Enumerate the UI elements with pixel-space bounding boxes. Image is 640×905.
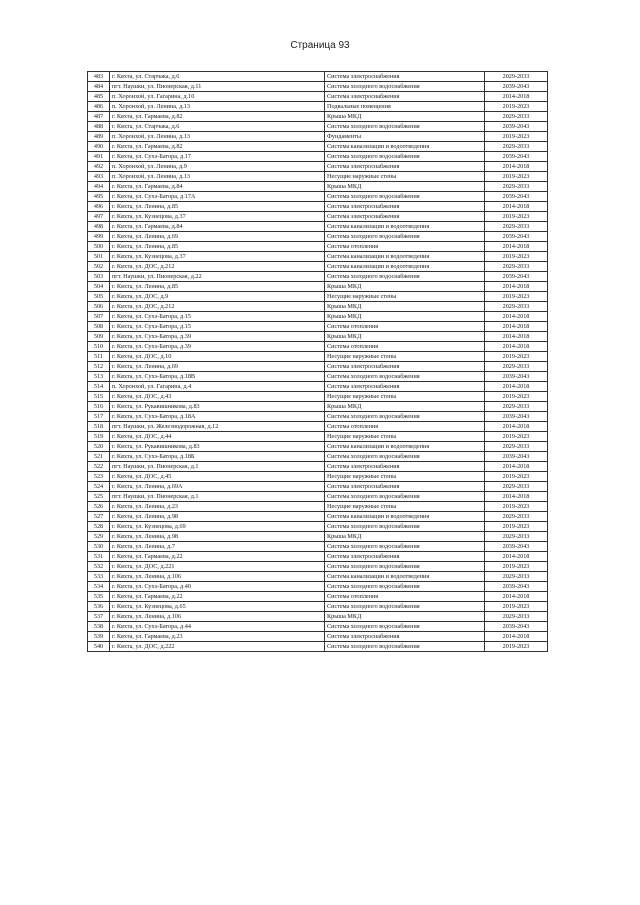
period-cell: 2029-2033 xyxy=(485,302,548,312)
period-cell: 2014-2018 xyxy=(485,92,548,102)
period-cell: 2014-2018 xyxy=(485,382,548,392)
row-number: 487 xyxy=(88,112,110,122)
period-cell: 2019-2023 xyxy=(485,352,548,362)
table-row xyxy=(88,502,548,512)
address-cell: п. Хоронхой, ул. Ленина, д.13 xyxy=(110,102,325,112)
period-cell: 2039-2043 xyxy=(485,232,548,242)
row-number: 532 xyxy=(88,562,110,572)
row-number: 498 xyxy=(88,222,110,232)
row-number: 509 xyxy=(88,332,110,342)
table-row xyxy=(88,152,548,162)
system-cell: Система электроснабжения xyxy=(325,382,485,392)
row-number: 507 xyxy=(88,312,110,322)
period-cell: 2019-2023 xyxy=(485,132,548,142)
table-row xyxy=(88,162,548,172)
period-cell: 2019-2023 xyxy=(485,102,548,112)
row-number: 517 xyxy=(88,412,110,422)
system-cell: Система холодного водоснабжения xyxy=(325,492,485,502)
system-cell: Система электроснабжения xyxy=(325,202,485,212)
table-row xyxy=(88,302,548,312)
system-cell: Система холодного водоснабжения xyxy=(325,542,485,552)
row-number: 494 xyxy=(88,182,110,192)
address-cell: п. Хоронхой, ул. Ленина, д.13 xyxy=(110,172,325,182)
period-cell: 2029-2033 xyxy=(485,482,548,492)
row-number: 510 xyxy=(88,342,110,352)
system-cell: Система отопления xyxy=(325,592,485,602)
table-row xyxy=(88,482,548,492)
system-cell: Система отопления xyxy=(325,322,485,332)
system-cell: Система отопления xyxy=(325,242,485,252)
address-cell: г. Кяхта, ул. Ленина, д.23 xyxy=(110,502,325,512)
system-cell: Несущие наружные стены xyxy=(325,502,485,512)
system-cell: Крыша МКД xyxy=(325,312,485,322)
row-number: 527 xyxy=(88,512,110,522)
period-cell: 2019-2023 xyxy=(485,502,548,512)
table-row xyxy=(88,142,548,152)
table-row xyxy=(88,512,548,522)
system-cell: Система холодного водоснабжения xyxy=(325,412,485,422)
address-cell: г. Кяхта, ул. Ленина, д.106 xyxy=(110,572,325,582)
row-number: 530 xyxy=(88,542,110,552)
address-cell: г. Кяхта, ул. Сухэ-Батора, д.39 xyxy=(110,342,325,352)
row-number: 512 xyxy=(88,362,110,372)
address-cell: г. Кяхта, ул. Ленина, д.69 xyxy=(110,362,325,372)
system-cell: Несущие наружные стены xyxy=(325,472,485,482)
address-cell: г. Кяхта, ул. Рукавишникова, д.83 xyxy=(110,402,325,412)
page-title: Страница 93 xyxy=(290,40,350,51)
table-row xyxy=(88,622,548,632)
period-cell: 2014-2018 xyxy=(485,322,548,332)
table-row xyxy=(88,102,548,112)
address-cell: п. Хоронхой, ул. Ленина, д.13 xyxy=(110,132,325,142)
table-row xyxy=(88,362,548,372)
table-row xyxy=(88,612,548,622)
address-cell: г. Кяхта, ул. Ленина, д.85 xyxy=(110,282,325,292)
system-cell: Система холодного водоснабжения xyxy=(325,582,485,592)
address-cell: г. Кяхта, ул. Ленина, д.69А xyxy=(110,482,325,492)
system-cell: Система холодного водоснабжения xyxy=(325,152,485,162)
row-number: 529 xyxy=(88,532,110,542)
system-cell: Система канализации и водоотведения xyxy=(325,262,485,272)
row-number: 526 xyxy=(88,502,110,512)
address-cell: г. Кяхта, ул. Ленина, д.106 xyxy=(110,612,325,622)
row-number: 497 xyxy=(88,212,110,222)
row-number: 539 xyxy=(88,632,110,642)
system-cell: Крыша МКД xyxy=(325,182,485,192)
system-cell: Система электроснабжения xyxy=(325,162,485,172)
address-cell: г. Кяхта, ул. Сухэ-Батора, д.18Б xyxy=(110,452,325,462)
system-cell: Крыша МКД xyxy=(325,332,485,342)
period-cell: 2014-2018 xyxy=(485,242,548,252)
address-cell: г. Кяхта, ул. Ленина, д.85 xyxy=(110,202,325,212)
system-cell: Система электроснабжения xyxy=(325,362,485,372)
table-row xyxy=(88,372,548,382)
system-cell: Система холодного водоснабжения xyxy=(325,122,485,132)
address-cell: г. Кяхта, ул. Сухэ-Батора, д.40 xyxy=(110,582,325,592)
table-row xyxy=(88,252,548,262)
period-cell: 2019-2023 xyxy=(485,292,548,302)
address-cell: пгт. Наушки, ул. Пионерская, д.22 xyxy=(110,272,325,282)
address-cell: г. Кяхта, ул. Старчака, д.6 xyxy=(110,122,325,132)
table-row xyxy=(88,222,548,232)
system-cell: Фундаменты xyxy=(325,132,485,142)
table-row xyxy=(88,232,548,242)
address-cell: г. Кяхта, ул. ДОС, д.45 xyxy=(110,472,325,482)
table-row xyxy=(88,172,548,182)
system-cell: Система холодного водоснабжения xyxy=(325,522,485,532)
row-number: 516 xyxy=(88,402,110,412)
row-number: 504 xyxy=(88,282,110,292)
system-cell: Система канализации и водоотведения xyxy=(325,142,485,152)
row-number: 519 xyxy=(88,432,110,442)
table-row xyxy=(88,632,548,642)
system-cell: Система электроснабжения xyxy=(325,92,485,102)
address-cell: г. Кяхта, ул. ДОС, д.43 xyxy=(110,392,325,402)
table-row xyxy=(88,312,548,322)
table-row xyxy=(88,452,548,462)
system-cell: Система холодного водоснабжения xyxy=(325,82,485,92)
table-body xyxy=(88,72,548,652)
period-cell: 2039-2043 xyxy=(485,122,548,132)
address-cell: г. Кяхта, ул. Сухэ-Батора, д.18А xyxy=(110,412,325,422)
table-row xyxy=(88,202,548,212)
address-cell: г. Кяхта, ул. Рукавишникова, д.83 xyxy=(110,442,325,452)
table-row xyxy=(88,522,548,532)
address-cell: п. Хоронхой, ул. Ленина, д.9 xyxy=(110,162,325,172)
system-cell: Система канализации и водоотведения xyxy=(325,572,485,582)
row-number: 523 xyxy=(88,472,110,482)
table-row xyxy=(88,382,548,392)
period-cell: 2039-2043 xyxy=(485,542,548,552)
table-row xyxy=(88,442,548,452)
address-cell: г. Кяхта, ул. Гармаева, д.82 xyxy=(110,142,325,152)
table-row xyxy=(88,342,548,352)
address-cell: пгт. Наушки, ул. Пионерская, д.1 xyxy=(110,462,325,472)
system-cell: Система канализации и водоотведения xyxy=(325,512,485,522)
system-cell: Система холодного водоснабжения xyxy=(325,602,485,612)
table-row xyxy=(88,532,548,542)
row-number: 521 xyxy=(88,452,110,462)
row-number: 513 xyxy=(88,372,110,382)
row-number: 495 xyxy=(88,192,110,202)
address-cell: г. Кяхта, ул. Кузнецова, д.37 xyxy=(110,212,325,222)
row-number: 540 xyxy=(88,642,110,652)
system-cell: Система отопления xyxy=(325,342,485,352)
address-cell: г. Кяхта, ул. Сухэ-Батора, д.17 xyxy=(110,152,325,162)
row-number: 522 xyxy=(88,462,110,472)
row-number: 500 xyxy=(88,242,110,252)
period-cell: 2029-2033 xyxy=(485,262,548,272)
address-cell: г. Кяхта, ул. Сухэ-Батора, д.18В xyxy=(110,372,325,382)
table-row xyxy=(88,212,548,222)
row-number: 515 xyxy=(88,392,110,402)
period-cell: 2014-2018 xyxy=(485,202,548,212)
system-cell: Система холодного водоснабжения xyxy=(325,452,485,462)
table-row xyxy=(88,572,548,582)
period-cell: 2039-2043 xyxy=(485,412,548,422)
system-cell: Система холодного водоснабжения xyxy=(325,192,485,202)
table-row xyxy=(88,412,548,422)
period-cell: 2039-2043 xyxy=(485,192,548,202)
period-cell: 2039-2043 xyxy=(485,152,548,162)
period-cell: 2029-2033 xyxy=(485,182,548,192)
system-cell: Система электроснабжения xyxy=(325,482,485,492)
address-cell: г. Кяхта, ул. ДОС, д.212 xyxy=(110,302,325,312)
period-cell: 2014-2018 xyxy=(485,592,548,602)
period-cell: 2029-2033 xyxy=(485,362,548,372)
period-cell: 2019-2023 xyxy=(485,602,548,612)
period-cell: 2029-2033 xyxy=(485,112,548,122)
period-cell: 2019-2023 xyxy=(485,212,548,222)
period-cell: 2014-2018 xyxy=(485,162,548,172)
period-cell: 2019-2023 xyxy=(485,432,548,442)
system-cell: Несущие наружные стены xyxy=(325,352,485,362)
row-number: 491 xyxy=(88,152,110,162)
address-cell: г. Кяхта, ул. ДОС, д.212 xyxy=(110,262,325,272)
system-cell: Система отопления xyxy=(325,422,485,432)
period-cell: 2039-2043 xyxy=(485,82,548,92)
system-cell: Несущие наружные стены xyxy=(325,392,485,402)
row-number: 524 xyxy=(88,482,110,492)
table-row xyxy=(88,402,548,412)
period-cell: 2014-2018 xyxy=(485,422,548,432)
address-cell: г. Кяхта, ул. Гармаева, д.23 xyxy=(110,632,325,642)
row-number: 499 xyxy=(88,232,110,242)
table-row xyxy=(88,112,548,122)
address-cell: г. Кяхта, ул. Кузнецова, д.37 xyxy=(110,252,325,262)
period-cell: 2029-2033 xyxy=(485,612,548,622)
table-row xyxy=(88,422,548,432)
address-cell: г. Кяхта, ул. ДОС, д.9 xyxy=(110,292,325,302)
address-cell: г. Кяхта, ул. Старчака, д.6 xyxy=(110,72,325,82)
table-row xyxy=(88,392,548,402)
period-cell: 2029-2033 xyxy=(485,222,548,232)
period-cell: 2014-2018 xyxy=(485,312,548,322)
address-cell: п. Хоронхой, ул. Гагарина, д.4 xyxy=(110,382,325,392)
system-cell: Крыша МКД xyxy=(325,112,485,122)
system-cell: Система холодного водоснабжения xyxy=(325,272,485,282)
address-cell: г. Кяхта, ул. Сухэ-Батора, д.15 xyxy=(110,312,325,322)
table-row xyxy=(88,72,548,82)
address-cell: г. Кяхта, ул. Гармаева, д.84 xyxy=(110,182,325,192)
row-number: 486 xyxy=(88,102,110,112)
table-row xyxy=(88,322,548,332)
table-row xyxy=(88,292,548,302)
table-row xyxy=(88,192,548,202)
row-number: 489 xyxy=(88,132,110,142)
period-cell: 2014-2018 xyxy=(485,492,548,502)
system-cell: Система канализации и водоотведения xyxy=(325,442,485,452)
table-row xyxy=(88,282,548,292)
period-cell: 2029-2033 xyxy=(485,532,548,542)
system-cell: Система холодного водоснабжения xyxy=(325,372,485,382)
table-row xyxy=(88,122,548,132)
system-cell: Крыша МКД xyxy=(325,612,485,622)
row-number: 534 xyxy=(88,582,110,592)
period-cell: 2019-2023 xyxy=(485,172,548,182)
row-number: 506 xyxy=(88,302,110,312)
table-row xyxy=(88,332,548,342)
period-cell: 2039-2043 xyxy=(485,582,548,592)
row-number: 520 xyxy=(88,442,110,452)
row-number: 518 xyxy=(88,422,110,432)
address-cell: г. Кяхта, ул. Сухэ-Батора, д.44 xyxy=(110,622,325,632)
system-cell: Система холодного водоснабжения xyxy=(325,232,485,242)
address-cell: г. Кяхта, ул. Сухэ-Батора, д.39 xyxy=(110,332,325,342)
period-cell: 2029-2033 xyxy=(485,572,548,582)
row-number: 505 xyxy=(88,292,110,302)
address-cell: г. Кяхта, ул. Кузнецова, д.69 xyxy=(110,522,325,532)
period-cell: 2029-2033 xyxy=(485,402,548,412)
table-row xyxy=(88,472,548,482)
table-row xyxy=(88,542,548,552)
address-cell: пгт. Наушки, ул. Железнодорожная, д.12 xyxy=(110,422,325,432)
row-number: 492 xyxy=(88,162,110,172)
period-cell: 2029-2033 xyxy=(485,142,548,152)
system-cell: Крыша МКД xyxy=(325,302,485,312)
period-cell: 2029-2033 xyxy=(485,72,548,82)
table-row xyxy=(88,352,548,362)
table-row xyxy=(88,132,548,142)
row-number: 533 xyxy=(88,572,110,582)
system-cell: Подвальные помещения xyxy=(325,102,485,112)
table-row xyxy=(88,272,548,282)
table-row xyxy=(88,92,548,102)
system-cell: Несущие наружные стены xyxy=(325,292,485,302)
table-row xyxy=(88,642,548,652)
row-number: 501 xyxy=(88,252,110,262)
address-cell: пгт. Наушки, ул. Пионерская, д.11 xyxy=(110,82,325,92)
address-cell: г. Кяхта, ул. Ленина, д.69 xyxy=(110,232,325,242)
system-cell: Система электроснабжения xyxy=(325,632,485,642)
period-cell: 2019-2023 xyxy=(485,252,548,262)
system-cell: Система холодного водоснабжения xyxy=(325,642,485,652)
address-cell: г. Кяхта, ул. Ленина, д.7 xyxy=(110,542,325,552)
period-cell: 2039-2043 xyxy=(485,372,548,382)
row-number: 537 xyxy=(88,612,110,622)
address-cell: г. Кяхта, ул. Гармаева, д.22 xyxy=(110,552,325,562)
address-cell: г. Кяхта, ул. Гармаева, д.22 xyxy=(110,592,325,602)
table-row xyxy=(88,182,548,192)
address-cell: г. Кяхта, ул. ДОС, д.10 xyxy=(110,352,325,362)
row-number: 525 xyxy=(88,492,110,502)
table-row xyxy=(88,552,548,562)
address-cell: г. Кяхта, ул. ДОС, д.222 xyxy=(110,642,325,652)
row-number: 485 xyxy=(88,92,110,102)
period-cell: 2029-2033 xyxy=(485,512,548,522)
system-cell: Система электроснабжения xyxy=(325,552,485,562)
row-number: 535 xyxy=(88,592,110,602)
address-cell: г. Кяхта, ул. Сухэ-Батора, д.17А xyxy=(110,192,325,202)
table-row xyxy=(88,582,548,592)
address-cell: г. Кяхта, ул. Сухэ-Батора, д.15 xyxy=(110,322,325,332)
system-cell: Крыша МКД xyxy=(325,282,485,292)
row-number: 483 xyxy=(88,72,110,82)
row-number: 496 xyxy=(88,202,110,212)
table-row xyxy=(88,602,548,612)
period-cell: 2014-2018 xyxy=(485,632,548,642)
address-cell: г. Кяхта, ул. Ленина, д.98 xyxy=(110,532,325,542)
period-cell: 2019-2023 xyxy=(485,392,548,402)
address-cell: пгт. Наушки, ул. Пионерская, д.1 xyxy=(110,492,325,502)
period-cell: 2014-2018 xyxy=(485,552,548,562)
repair-schedule-table xyxy=(87,71,548,652)
system-cell: Несущие наружные стены xyxy=(325,172,485,182)
row-number: 528 xyxy=(88,522,110,532)
row-number: 538 xyxy=(88,622,110,632)
system-cell: Система электроснабжения xyxy=(325,462,485,472)
row-number: 514 xyxy=(88,382,110,392)
table-row xyxy=(88,262,548,272)
address-cell: г. Кяхта, ул. ДОС, д.221 xyxy=(110,562,325,572)
period-cell: 2039-2043 xyxy=(485,622,548,632)
address-cell: п. Хоронхой, ул. Гагарина, д.10 xyxy=(110,92,325,102)
row-number: 511 xyxy=(88,352,110,362)
period-cell: 2014-2018 xyxy=(485,462,548,472)
table-row xyxy=(88,462,548,472)
system-cell: Система холодного водоснабжения xyxy=(325,562,485,572)
system-cell: Система электроснабжения xyxy=(325,212,485,222)
period-cell: 2019-2023 xyxy=(485,642,548,652)
system-cell: Система электроснабжения xyxy=(325,72,485,82)
address-cell: г. Кяхта, ул. Гармаева, д.84 xyxy=(110,222,325,232)
period-cell: 2029-2033 xyxy=(485,442,548,452)
row-number: 536 xyxy=(88,602,110,612)
row-number: 531 xyxy=(88,552,110,562)
system-cell: Несущие наружные стены xyxy=(325,432,485,442)
row-number: 490 xyxy=(88,142,110,152)
period-cell: 2019-2023 xyxy=(485,562,548,572)
period-cell: 2019-2023 xyxy=(485,522,548,532)
system-cell: Крыша МКД xyxy=(325,402,485,412)
row-number: 484 xyxy=(88,82,110,92)
table-row xyxy=(88,492,548,502)
period-cell: 2014-2018 xyxy=(485,332,548,342)
period-cell: 2039-2043 xyxy=(485,452,548,462)
table-row xyxy=(88,562,548,572)
period-cell: 2019-2023 xyxy=(485,472,548,482)
address-cell: г. Кяхта, ул. Кузнецова, д.65 xyxy=(110,602,325,612)
period-cell: 2014-2018 xyxy=(485,282,548,292)
system-cell: Система холодного водоснабжения xyxy=(325,622,485,632)
address-cell: г. Кяхта, ул. Ленина, д.85 xyxy=(110,242,325,252)
address-cell: г. Кяхта, ул. ДОС, д.44 xyxy=(110,432,325,442)
period-cell: 2014-2018 xyxy=(485,342,548,352)
row-number: 503 xyxy=(88,272,110,282)
row-number: 488 xyxy=(88,122,110,132)
address-cell: г. Кяхта, ул. Гармаева, д.82 xyxy=(110,112,325,122)
table-row xyxy=(88,242,548,252)
address-cell: г. Кяхта, ул. Ленина, д.98 xyxy=(110,512,325,522)
system-cell: Крыша МКД xyxy=(325,532,485,542)
period-cell: 2039-2043 xyxy=(485,272,548,282)
table-row xyxy=(88,82,548,92)
system-cell: Система канализации и водоотведения xyxy=(325,252,485,262)
table-row xyxy=(88,432,548,442)
row-number: 493 xyxy=(88,172,110,182)
row-number: 502 xyxy=(88,262,110,272)
row-number: 508 xyxy=(88,322,110,332)
table-row xyxy=(88,592,548,602)
system-cell: Система канализации и водоотведения xyxy=(325,222,485,232)
